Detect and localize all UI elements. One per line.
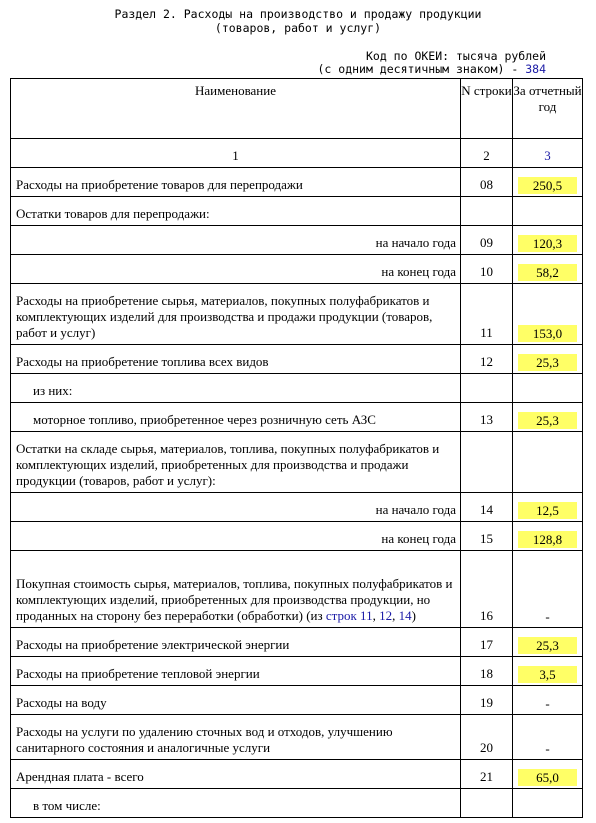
row-code (461, 432, 513, 493)
row-code: 21 (461, 760, 513, 789)
row-code: 17 (461, 628, 513, 657)
row-code: 15 (461, 522, 513, 551)
row-name: Расходы на приобретение топлива всех видов (11, 345, 461, 374)
column-header-value: За отчетный год (513, 79, 583, 139)
row-code: 19 (461, 686, 513, 715)
row-value: - (545, 741, 550, 756)
row-value[interactable]: 65,0 (518, 769, 577, 786)
table-row (11, 226, 583, 255)
row-code (461, 789, 513, 818)
row-value: - (545, 609, 550, 624)
row-name: Остатки на складе сырья, материалов, топлива, покупных полуфабрикатов и комплектующих изделий, приобретенных для производства и продажи продукции (товаров, работ и услуг): (11, 432, 461, 493)
row-value[interactable]: 12,5 (518, 502, 577, 519)
row-value[interactable]: 25,3 (518, 354, 577, 371)
row-code: 12 (461, 345, 513, 374)
row-link-11[interactable]: строк 11 (325, 608, 373, 623)
table-row (11, 493, 583, 522)
table-row (11, 403, 583, 432)
row-value[interactable]: 128,8 (518, 531, 577, 548)
table-row (11, 789, 583, 818)
section-title (0, 7, 596, 35)
row-name: в том числе: (11, 789, 461, 818)
row-name: Расходы на приобретение сырья, материалов, покупных полуфабрикатов и комплектующих изделий для производства и продажи продукции (товаров, работ и услуг) (11, 284, 461, 345)
row-code: 09 (461, 226, 513, 255)
column-number-1: 1 (11, 139, 461, 168)
table-row (11, 284, 583, 345)
table-row (11, 715, 583, 760)
row-link-14[interactable]: 14 (398, 608, 412, 623)
row-code: 10 (461, 255, 513, 284)
row-name: на конец года (11, 522, 461, 551)
row-code: 18 (461, 657, 513, 686)
row-code: 14 (461, 493, 513, 522)
okei-unit-line1: Код по ОКЕИ: тысяча рублей (365, 49, 546, 63)
table-row (11, 760, 583, 789)
table-header-row (11, 79, 583, 139)
row-name: Покупная стоимость сырья, материалов, топлива, покупных полуфабрикатов и комплектующих изделий, приобретенных для производства продукции, но проданных на сторону без переработки (обработки) (из строк 11, 12, 14) (11, 551, 461, 628)
row-name: моторное топливо, приобретенное через розничную сеть АЗС (11, 403, 461, 432)
table-row (11, 657, 583, 686)
table-row (11, 628, 583, 657)
section-title-line1: Раздел 2. Расходы на производство и продажу продукции (114, 7, 482, 21)
row-name: Остатки товаров для перепродажи: (11, 197, 461, 226)
table-row (11, 168, 583, 197)
row-value[interactable]: 120,3 (518, 235, 577, 252)
column-number-3: 3 (513, 139, 583, 168)
row-value[interactable]: 3,5 (518, 666, 577, 683)
row-code: 16 (461, 551, 513, 628)
okei-unit-note (318, 50, 547, 76)
table-row (11, 686, 583, 715)
table-row (11, 522, 583, 551)
column-header-name: Наименование (11, 79, 461, 139)
row-value[interactable]: 25,3 (518, 637, 577, 654)
table-row (11, 255, 583, 284)
okei-unit-line2: (с одним десятичным знаком) - 384 (317, 62, 546, 76)
column-numbering-row (11, 139, 583, 168)
row-name: Расходы на приобретение электрической энергии (11, 628, 461, 657)
row-name: на конец года (11, 255, 461, 284)
row-code: 08 (461, 168, 513, 197)
okei-code: 384 (525, 62, 546, 76)
column-number-2: 2 (461, 139, 513, 168)
table-row (11, 432, 583, 493)
row-name: на начало года (11, 226, 461, 255)
row-name: Расходы на приобретение товаров для перепродажи (11, 168, 461, 197)
row-value[interactable]: 25,3 (518, 412, 577, 429)
row-code (461, 374, 513, 403)
table-row (11, 551, 583, 628)
row-code (461, 197, 513, 226)
row-value: - (545, 696, 550, 711)
row-name: из них: (11, 374, 461, 403)
section-title-line2: (товаров, работ и услуг) (214, 21, 382, 35)
row-name: Расходы на воду (11, 686, 461, 715)
table-row (11, 197, 583, 226)
row-name: Арендная плата - всего (11, 760, 461, 789)
row-code: 13 (461, 403, 513, 432)
table-row (11, 345, 583, 374)
expenses-table (10, 78, 583, 818)
row-name: на начало года (11, 493, 461, 522)
column-header-row-no: N строки (461, 79, 513, 139)
row-code: 20 (461, 715, 513, 760)
row-value[interactable]: 153,0 (518, 325, 577, 342)
row-name: Расходы на услуги по удалению сточных вод и отходов, улучшению санитарного состояния и аналогичные услуги (11, 715, 461, 760)
table-row (11, 374, 583, 403)
row-code: 11 (461, 284, 513, 345)
row-value[interactable]: 250,5 (518, 177, 577, 194)
row-value[interactable]: 58,2 (518, 264, 577, 281)
row-name: Расходы на приобретение тепловой энергии (11, 657, 461, 686)
row-link-12[interactable]: 12 (379, 608, 393, 623)
